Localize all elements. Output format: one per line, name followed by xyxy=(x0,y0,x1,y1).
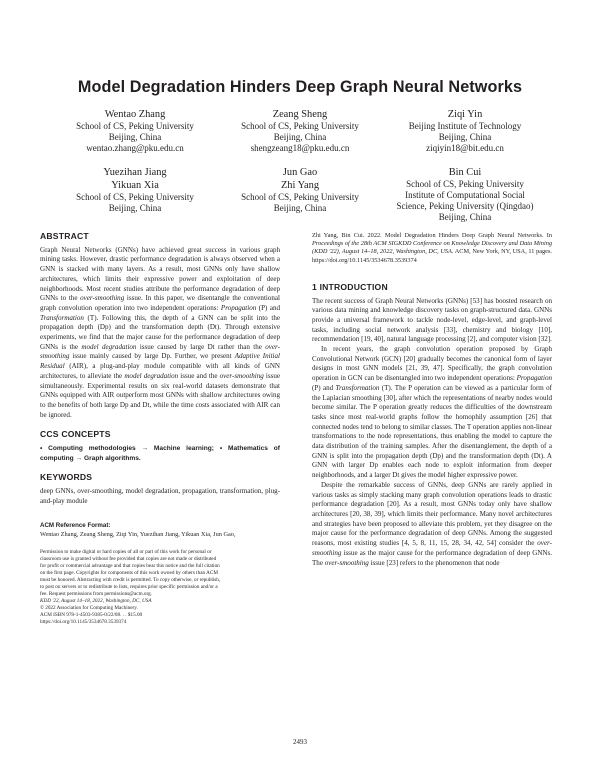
permission-line: fee. Request permissions from permissions@acm.org. xyxy=(40,591,153,598)
author-name: Yikuan Xia xyxy=(111,180,159,191)
author-location: Beijing, China xyxy=(438,212,492,222)
intro-paragraph: In recent years, the graph convolution operation proposed by Graph Convolutional Network (GCN) [20] gradually becomes the canonical form of layer designs in most GNN models [21, 39, 47]. Specifically, the graph convolution operation in GCN can be disentangled into two independent operations: Propagation (P) and Transformation (T). The P operation can be viewed as a particular form of the Laplacian smoothing [30], after which the representations of nearby nodes would become similar. The P operation greatly reduces the difficulties of the downstream tasks since most real-world graphs follow the homophily assumption [26] that connected nodes tend to belong to similar classes. The T operation applies non-linear transformations to the node representations, thus enabling the model to capture the data distribution of the training samples. After the disentanglement, the depth of a GNN is split into the propagation depth (Dp) and the transformation depth (Dt). A GNN with larger Dp enables each node to exploit information from deeper neighborhoods, and a larger Dt gives the model higher expressive power. xyxy=(312,345,553,480)
reference-format-heading: ACM Reference Format: xyxy=(40,521,111,529)
permission-line: on the first page. Copyrights for components of this work owned by others than ACM xyxy=(40,570,218,577)
author-name: Jun Gao xyxy=(282,167,318,178)
author-email: shengzeang18@pku.edu.cn xyxy=(250,143,350,153)
author-affiliation: School of CS, Peking University xyxy=(406,179,524,189)
permission-line: for profit or commercial advantage and that copies bear this notice and the full citation xyxy=(40,563,220,570)
author-affiliation: School of CS, Peking University xyxy=(241,121,359,131)
introduction-heading: 1 INTRODUCTION xyxy=(312,281,388,292)
author-name: Ziqi Yin xyxy=(447,109,483,120)
author-card xyxy=(370,166,560,223)
isbn-line: ACM ISBN 978-1-4503-9385-0/22/08. . . $15.00 xyxy=(40,612,143,619)
reference-continuation: Zhi Yang, Bin Cui. 2022. Model Degradation Hinders Deep Graph Neural Networks. In Proceedings of the 28th ACM SIGKDD Conference on Knowledge Discovery and Data Mining (KDD '22), August 14–18, 2022, Washington, DC, USA. ACM, New York, NY, USA, 11 pages. https://doi.org/10.1145/3534678.3539374 xyxy=(312,232,552,264)
author-location: Beijing, China xyxy=(438,132,492,142)
paper-title: Model Degradation Hinders Deep Graph Neural Networks xyxy=(77,78,523,96)
copyright-line: © 2022 Association for Computing Machinery. xyxy=(40,605,138,612)
author-affiliation: School of CS, Peking University xyxy=(76,121,194,131)
author-location: Beijing, China xyxy=(108,132,162,142)
conference-line: KDD '22, August 14–18, 2022, Washington, DC, USA xyxy=(40,598,152,605)
abstract-text: Graph Neural Networks (GNNs) have achieved great success in various graph mining tasks. However, drastic performance degradation is always observed when a GNN is stacked with many layers. As a result, most GNNs only have shallow architectures, which limits their expressive power and exploitation of deep neighborhoods. Most recent studies attribute the performance degradation of deep GNNs to the over-smoothing issue. In this paper, we disentangle the conventional graph convolution operation into two independent operations: Propagation (P) and Transformation (T). Following this, the depth of a GNN can be split into the propagation depth (Dp) and the transformation depth (Dt). Through extensive experiments, we find that the major cause for the performance degradation of deep GNNs is the model degradation issue caused by large Dt rather than the over-smoothing issue mainly caused by large Dp. Further, we present Adaptive Initial Residual (AIR), a plug-and-play module compatible with all kinds of GNN architectures, to alleviate the model degradation issue and the over-smoothing issue simultaneously. Experimental results on six real-world datasets demonstrate that GNNs equipped with AIR outperform most GNNs with shallow architectures owing to the benefits of both large Dp and Dt, while the time costs associated with AIR can be ignored. xyxy=(40,245,280,419)
author-name: Bin Cui xyxy=(448,167,482,178)
doi-link[interactable]: https://doi.org/10.1145/3534678.3539374 xyxy=(40,619,127,626)
author-card xyxy=(205,108,395,154)
intro-paragraph: The recent success of Graph Neural Networks (GNNs) [53] has boosted research on various data mining and knowledge discovery tasks on graph-structured data. GNNs provide a universal framework to tackle node-level, edge-level, and graph-level tasks, including social network analysis [33], chemistry and biology [10], recommendation [19, 40], natural language processing [2], and computer vision [32]. xyxy=(312,296,552,344)
ccs-heading: CCS CONCEPTS xyxy=(40,429,111,440)
author-affiliation: Science, Peking University (Qingdao) xyxy=(396,201,534,211)
author-affiliation: Beijing Institute of Technology xyxy=(408,121,522,131)
permission-line: must be honored. Abstracting with credit is permitted. To copy otherwise, or republish, xyxy=(40,577,221,584)
author-name: Zhi Yang xyxy=(280,180,320,191)
permission-line: to post on servers or to redistribute to lists, requires prior specific permission and/or a xyxy=(40,584,218,591)
author-card xyxy=(205,166,395,214)
permission-line: Permission to make digital or hard copies of all or part of this work for personal or xyxy=(40,549,212,556)
author-name: Wentao Zhang xyxy=(104,109,166,120)
permission-notice xyxy=(40,549,280,626)
keywords-text: deep GNNs, over-smoothing, model degradation, propagation, transformation, plug-and-play module xyxy=(40,487,280,505)
author-affiliation: School of CS, Peking University xyxy=(241,192,359,202)
page-number: 2493 xyxy=(293,738,307,746)
author-card xyxy=(370,108,560,154)
author-location: Beijing, China xyxy=(273,132,327,142)
author-name: Zeang Sheng xyxy=(272,109,328,120)
abstract-heading: ABSTRACT xyxy=(40,231,89,241)
author-name: Yuezihan Jiang xyxy=(103,167,167,178)
author-location: Beijing, China xyxy=(108,203,162,213)
right-column xyxy=(312,232,552,568)
ccs-text: • Computing methodologies → Machine learning; • Mathematics of computing → Graph algorithms. xyxy=(40,445,280,462)
permission-line: classroom use is granted without fee provided that copies are not made or distributed xyxy=(40,556,217,563)
keywords-heading: KEYWORDS xyxy=(40,472,93,483)
left-column xyxy=(40,232,280,626)
author-email: ziqiyin18@bit.edu.cn xyxy=(426,143,504,153)
intro-paragraph: Despite the remarkable success of GNNs, deep GNNs are rarely applied in various tasks as simply stacking many graph convolution operations leads to drastic performance degradation [20]. As a result, most GNNs today only have shallow architectures [20, 38, 39], which limits their performance. Many novel architectures and strategies have been proposed to alleviate this problem, yet they disagree on the major cause for the performance degradation of deep GNNs. Among the suggested reasons, most existing studies [4, 5, 8, 11, 15, 28, 34, 42, 54] consider the over-smoothing issue as the major cause for the performance degradation of deep GNNs. The over-smoothing issue [23] refers to the phenomenon that node xyxy=(312,480,552,567)
author-block xyxy=(40,108,560,224)
author-affiliation: School of CS, Peking University xyxy=(76,192,194,202)
author-affiliation: Institute of Computational Social xyxy=(405,190,525,200)
author-location: Beijing, China xyxy=(273,203,327,213)
author-card xyxy=(40,166,230,214)
author-card xyxy=(40,108,230,154)
reference-format-text: Wentao Zhang, Zeang Sheng, Ziqi Yin, Yuezihan Jiang, Yikuan Xia, Jun Gao, xyxy=(40,531,236,539)
author-email: wentao.zhang@pku.edu.cn xyxy=(86,143,184,153)
